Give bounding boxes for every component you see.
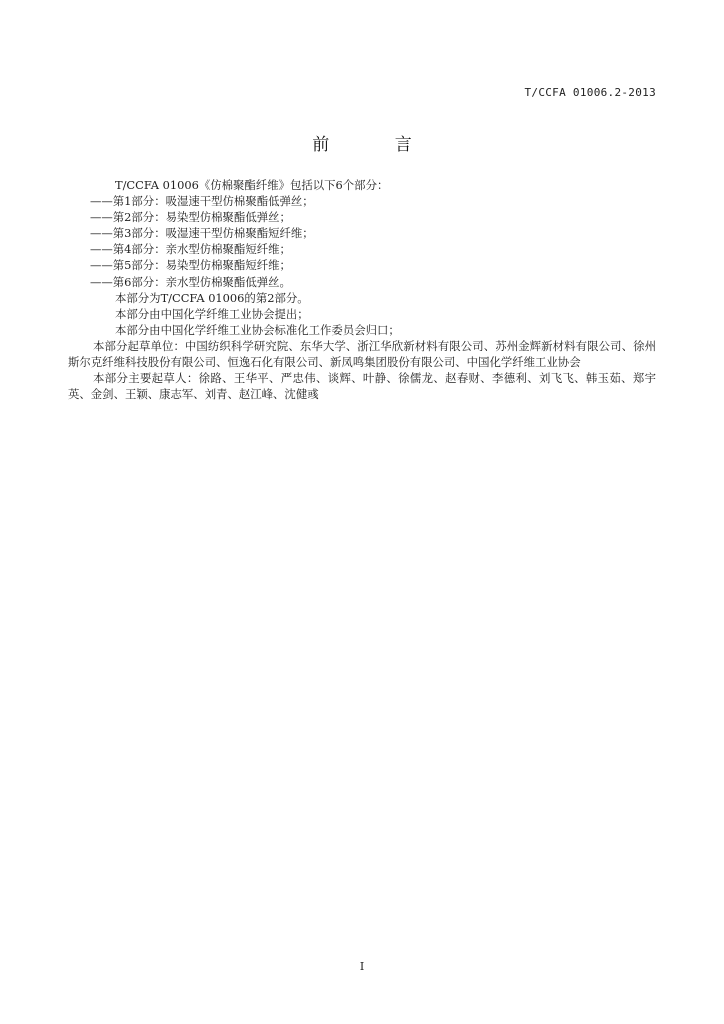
standard-code: T/CCFA 01006.2-2013 xyxy=(524,86,656,99)
foreword-body xyxy=(68,177,656,402)
intro-paragraph: T/CCFA 01006《仿棉聚酯纤维》包括以下6个部分： xyxy=(115,178,389,192)
part-list-item: ——第1部分：吸湿速干型仿棉聚酯低弹丝； xyxy=(90,194,314,209)
part-list-item: ——第2部分：易染型仿棉聚酯低弹丝； xyxy=(90,210,291,225)
administered-by-statement: 本部分由中国化学纤维工业协会标准化工作委员会归口； xyxy=(115,322,400,337)
part-list-item: ——第5部分：易染型仿棉聚酯短纤维； xyxy=(90,258,291,273)
part-list-item: ——第4部分：亲水型仿棉聚酯短纤维； xyxy=(90,242,291,257)
page-number: I xyxy=(359,960,365,973)
drafting-units-paragraph: 本部分起草单位：中国纺织科学研究院、东华大学、浙江华欣新材料有限公司、苏州金辉新材料有限公司、徐州斯尔克纤维科技股份有限公司、恒逸石化有限公司、新凤鸣集团股份有限公司、中国化学纤维工业协会 xyxy=(68,338,656,370)
this-part-statement: 本部分为T/CCFA 01006的第2部分。 xyxy=(115,290,309,305)
page-title: 前 言 xyxy=(312,135,442,155)
drafters-paragraph: 本部分主要起草人：徐路、王华平、严忠伟、谈辉、叶静、徐儒龙、赵春财、李德利、刘飞飞、韩玉茹、郑宇英、金剑、王颖、康志军、刘青、赵江峰、沈健彧 xyxy=(68,371,656,402)
part-list-item: ——第6部分：亲水型仿棉聚酯低弹丝。 xyxy=(90,274,291,289)
proposed-by-statement: 本部分由中国化学纤维工业协会提出； xyxy=(115,306,309,321)
part-list-item: ——第3部分：吸湿速干型仿棉聚酯短纤维； xyxy=(90,226,314,241)
